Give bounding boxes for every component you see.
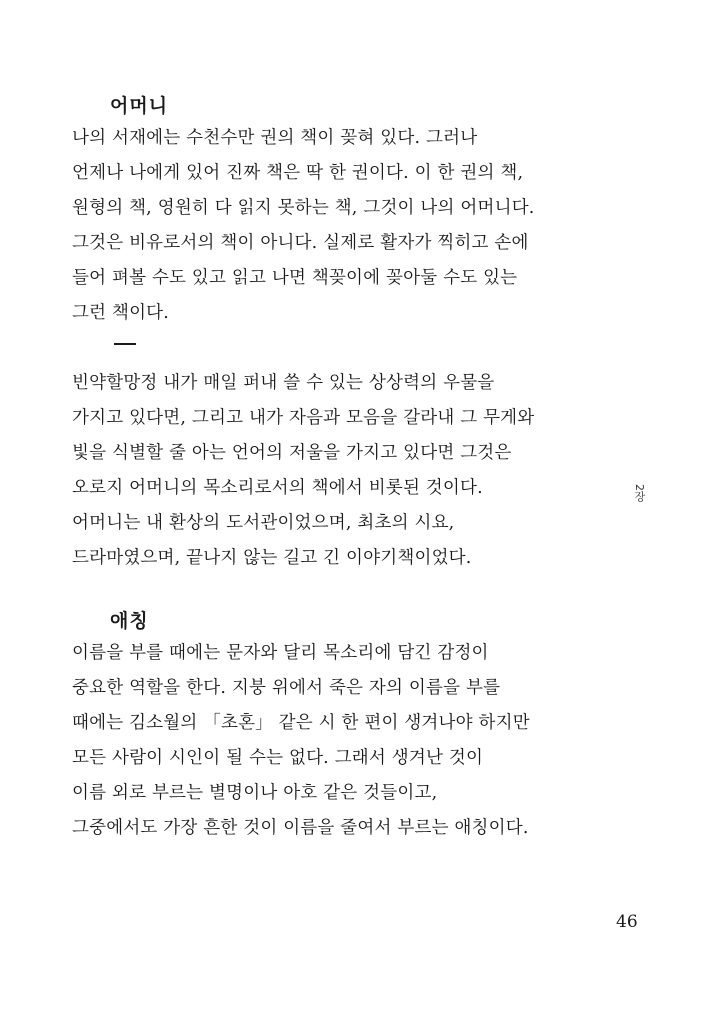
paragraph-line: 원형의 책, 영원히 다 읽지 못하는 책, 그것이 나의 어머니다. — [72, 198, 535, 218]
section-heading-nickname: 애칭 — [110, 610, 149, 632]
paragraph-line: 나의 서재에는 수천수만 권의 책이 꽂혀 있다. 그러나 — [72, 128, 478, 148]
paragraph-line: 때에는 김소월의 「초혼」 같은 시 한 편이 생겨나야 하지만 — [72, 713, 530, 733]
section-heading-mother: 어머니 — [110, 95, 169, 117]
chapter-side-label: 2장 — [633, 484, 646, 502]
paragraph-line: 언제나 나에게 있어 진짜 책은 딱 한 권이다. 이 한 권의 책, — [72, 163, 524, 183]
paragraph-line: 이름 외로 부르는 별명이나 아호 같은 것들이고, — [72, 783, 438, 803]
paragraph-line: 그것은 비유로서의 책이 아니다. 실제로 활자가 찍히고 손에 — [72, 233, 529, 253]
section-separator-dash — [114, 343, 136, 345]
paragraph-line: 중요한 역할을 한다. 지붕 위에서 죽은 자의 이름을 부를 — [72, 678, 501, 698]
paragraph-line: 이름을 부를 때에는 문자와 달리 목소리에 담긴 감정이 — [72, 643, 489, 663]
paragraph-line: 그중에서도 가장 흔한 것이 이름을 줄여서 부르는 애칭이다. — [72, 818, 529, 838]
paragraph-line: 가지고 있다면, 그리고 내가 자음과 모음을 갈라내 그 무게와 — [72, 408, 535, 428]
paragraph-line: 어머니는 내 환상의 도서관이었으며, 최초의 시요, — [72, 513, 455, 533]
paragraph-line: 그런 책이다. — [72, 303, 170, 323]
paragraph-line: 오로지 어머니의 목소리로서의 책에서 비롯된 것이다. — [72, 478, 483, 498]
paragraph-line: 빛을 식별할 줄 아는 언어의 저울을 가지고 있다면 그것은 — [72, 443, 512, 463]
page-number: 46 — [616, 912, 638, 932]
paragraph-line: 빈약할망정 내가 매일 퍼내 쓸 수 있는 상상력의 우물을 — [72, 373, 495, 393]
paragraph-line: 들어 펴볼 수도 있고 읽고 나면 책꽂이에 꽂아둘 수도 있는 — [72, 268, 518, 288]
paragraph-line: 모든 사람이 시인이 될 수는 없다. 그래서 생겨난 것이 — [72, 748, 484, 768]
paragraph-line: 드라마였으며, 끝나지 않는 길고 긴 이야기책이었다. — [72, 548, 472, 568]
